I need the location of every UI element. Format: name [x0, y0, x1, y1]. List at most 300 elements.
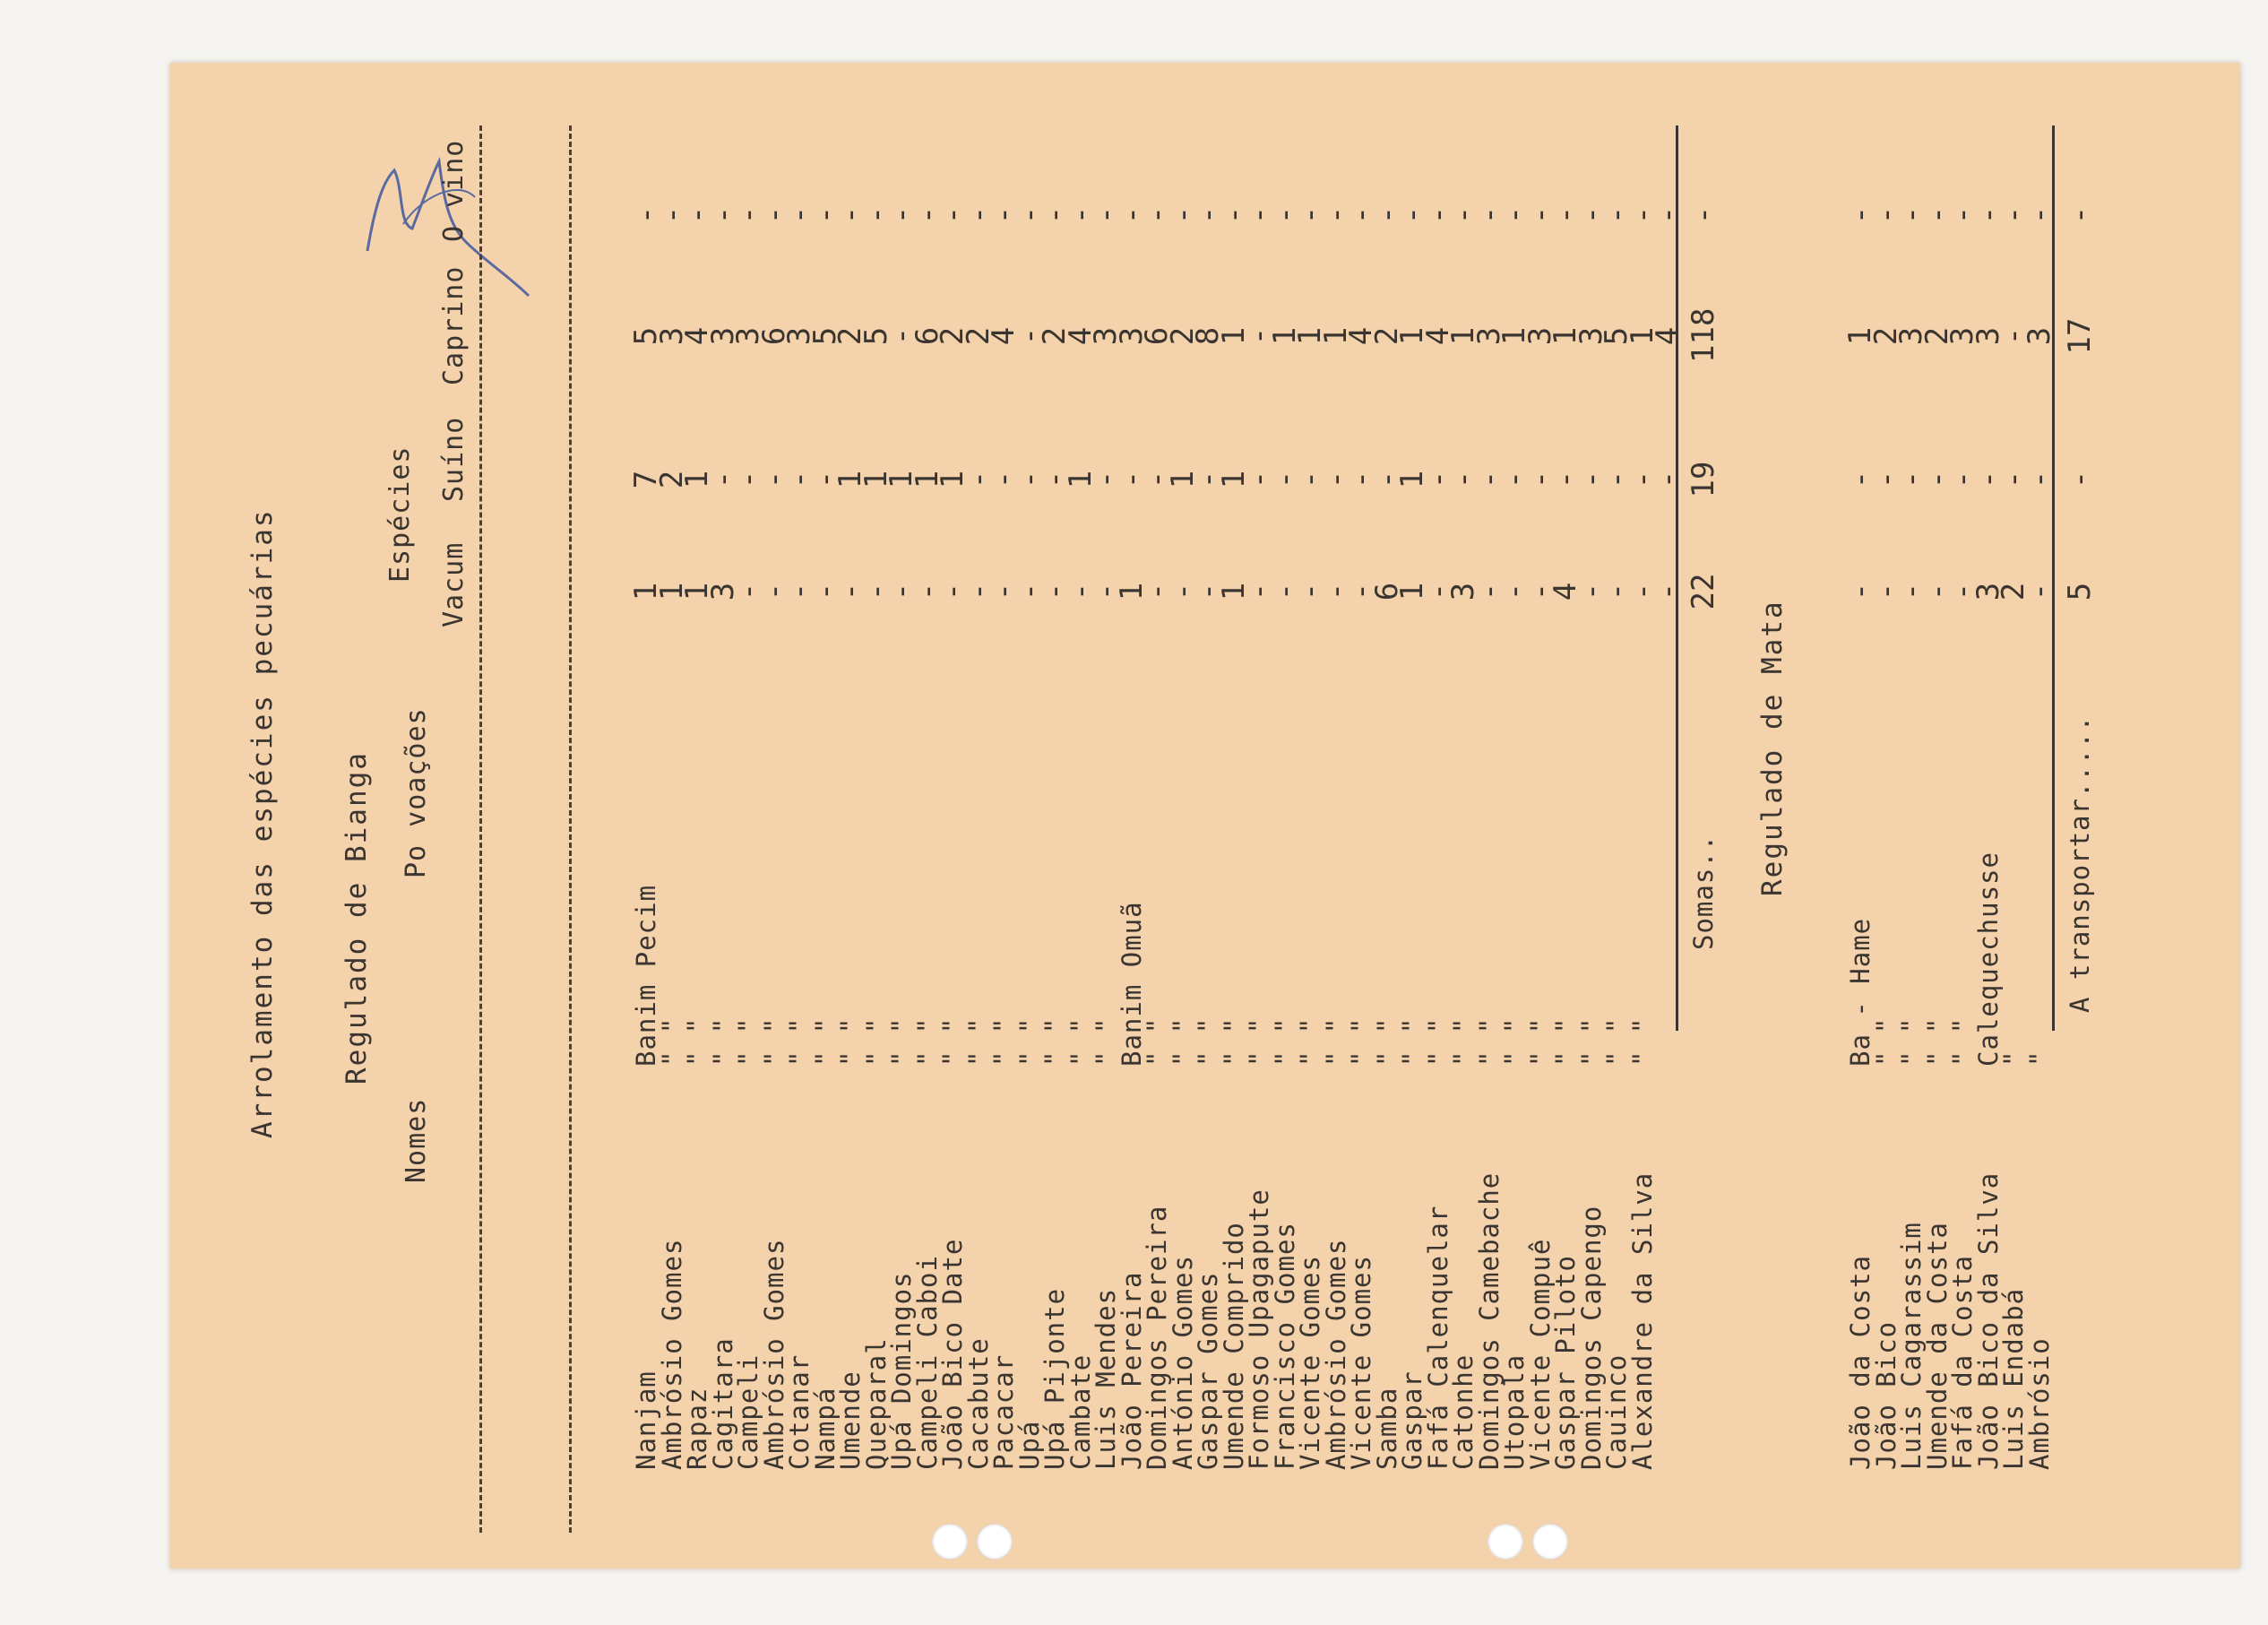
row-name: Domingos Camebache — [1473, 1171, 1505, 1470]
row-caprino: - — [1241, 326, 1277, 346]
row-name: Campeli — [733, 1353, 763, 1470]
row-caprino: 3 — [730, 326, 766, 346]
header-ovino: O vino — [438, 139, 470, 242]
row-caprino: 6 — [909, 326, 945, 346]
row-suino: - — [1113, 470, 1150, 489]
row-povoacao: " " — [1039, 1016, 1070, 1067]
row-vacum: - — [730, 582, 766, 601]
row-povoacao: " " — [1091, 1016, 1121, 1067]
row-caprino: 1 — [1266, 326, 1303, 346]
row-caprino: 1 — [1624, 326, 1660, 346]
row-suino: - — [986, 470, 1022, 489]
row-ovino: - — [1842, 205, 1878, 225]
row-suino: - — [1945, 470, 1980, 489]
row-ovino: - — [909, 205, 945, 225]
row-vacum: - — [1650, 582, 1686, 601]
row-ovino: - — [1190, 205, 1226, 225]
row-suino: - — [1496, 470, 1532, 489]
row-name: Domingos Capengo — [1575, 1205, 1607, 1470]
row-caprino: 4 — [1650, 326, 1686, 346]
row-caprino: 6 — [1139, 326, 1175, 346]
row-name: Upá Domingos — [886, 1271, 917, 1470]
row-ovino: - — [1037, 205, 1073, 225]
row-vacum: 4 — [1548, 582, 1583, 601]
row-povoacao: " " — [1601, 1016, 1632, 1067]
row-suino: 2 — [653, 470, 690, 489]
row-vacum: - — [2021, 582, 2057, 601]
row-name: João Bico Date — [937, 1238, 968, 1470]
row-vacum: - — [1241, 582, 1277, 601]
row-vacum: - — [1266, 582, 1303, 601]
row-vacum: 1 — [653, 582, 690, 601]
row-suino: - — [1573, 470, 1609, 489]
row-suino: 1 — [858, 470, 894, 489]
row-povoacao: " " — [1371, 1016, 1402, 1067]
row-vacum: 1 — [1394, 582, 1430, 601]
row-suino: - — [2021, 470, 2057, 489]
row-ovino: - — [832, 205, 868, 225]
row-suino: - — [1190, 470, 1226, 489]
row-vacum: 1 — [679, 582, 715, 601]
row-caprino: 1 — [1292, 326, 1328, 346]
row-ovino: - — [1867, 205, 1904, 225]
row-vacum: - — [1522, 582, 1558, 601]
row-povoacao: " " — [911, 1016, 943, 1067]
row-ovino: - — [1548, 205, 1583, 225]
row-vacum: - — [1011, 582, 1048, 601]
row-vacum: 2 — [1996, 582, 2031, 601]
row-povoacao: " " — [1870, 1016, 1901, 1067]
row-caprino: 4 — [1419, 326, 1456, 346]
row-suino: - — [1088, 470, 1124, 489]
row-povoacao: " " — [835, 1016, 866, 1067]
row-name: João Bico da Silva — [1972, 1171, 2004, 1470]
row-vacum: - — [1867, 582, 1904, 601]
row-vacum: - — [1624, 582, 1660, 601]
row-name: Pacacar — [988, 1353, 1019, 1470]
row-ovino: - — [1368, 205, 1405, 225]
row-vacum: 3 — [1445, 582, 1481, 601]
row-povoacao: " " — [1473, 1016, 1505, 1067]
row-suino: 1 — [832, 470, 868, 489]
row-vacum: - — [1893, 582, 1929, 601]
header-suino: Suíno — [438, 416, 470, 502]
row-vacum: - — [1343, 582, 1379, 601]
document-page — [170, 63, 2240, 1569]
row-name: Luis Cagarassim — [1896, 1222, 1927, 1470]
row-ovino: - — [1573, 205, 1609, 225]
row-caprino: 1 — [1394, 326, 1430, 346]
row-ovino: - — [1893, 205, 1929, 225]
row-ovino: - — [730, 205, 766, 225]
row-vacum: - — [1139, 582, 1175, 601]
row-vacum: 3 — [704, 582, 741, 601]
row-suino: - — [1624, 470, 1660, 489]
row-suino: - — [1522, 470, 1558, 489]
row-name: Upá — [1013, 1420, 1045, 1470]
row-povoacao: " " — [809, 1016, 841, 1067]
row-ovino: - — [1343, 205, 1379, 225]
row-caprino: 3 — [781, 326, 817, 346]
row-ovino: - — [1919, 205, 1955, 225]
row-ovino: - — [1139, 205, 1175, 225]
row-suino: - — [1919, 470, 1955, 489]
row-caprino: - — [1011, 326, 1048, 346]
section2-title: Regulado de Mata — [1756, 600, 1789, 896]
row-povoacao: " " — [1397, 1016, 1427, 1067]
row-caprino: 5 — [858, 326, 894, 346]
row-povoacao: " " — [733, 1016, 763, 1067]
row-suino: - — [1241, 470, 1277, 489]
row-povoacao: " " — [1167, 1016, 1198, 1067]
rotated-document-content — [170, 99, 2240, 1569]
row-povoacao: " — [1998, 1050, 2029, 1067]
row-ovino: - — [960, 205, 996, 225]
row-name: Vicente Gomes — [1346, 1255, 1376, 1470]
transport-suino: - — [2062, 470, 2098, 489]
somas-vacum: 22 — [1686, 573, 1721, 610]
row-ovino: - — [1062, 205, 1099, 225]
row-caprino: 1 — [1548, 326, 1583, 346]
row-povoacao: Banim Omuã — [1116, 901, 1147, 1067]
row-ovino: - — [1945, 205, 1980, 225]
row-vacum: - — [1573, 582, 1609, 601]
row-suino: - — [1445, 470, 1481, 489]
row-name: Cotanar — [784, 1353, 815, 1470]
row-name: Fafá Calenquelar — [1422, 1205, 1453, 1470]
row-suino: 1 — [884, 470, 919, 489]
row-name: Ambrósio Gomes — [656, 1238, 687, 1470]
row-suino: - — [806, 470, 843, 489]
row-name: Gaspar Piloto — [1550, 1255, 1581, 1470]
transport-vacum: 5 — [2062, 582, 2098, 601]
row-vacum: - — [1599, 582, 1634, 601]
transport-caprino: 17 — [2062, 317, 2098, 355]
row-povoacao: " — [2023, 1050, 2055, 1067]
row-povoacao: " " — [1065, 1016, 1096, 1067]
row-caprino: 3 — [1573, 326, 1609, 346]
row-povoacao: " " — [988, 1016, 1019, 1067]
row-suino: - — [1970, 470, 2006, 489]
row-vacum: - — [1062, 582, 1099, 601]
row-vacum: - — [1842, 582, 1878, 601]
row-suino: - — [1292, 470, 1328, 489]
row-povoacao: " " — [1448, 1016, 1479, 1067]
row-vacum: - — [755, 582, 792, 601]
row-suino: - — [960, 470, 996, 489]
row-vacum: - — [1496, 582, 1532, 601]
row-suino: 7 — [628, 470, 664, 489]
row-povoacao: " " — [1550, 1016, 1581, 1067]
row-caprino: 2 — [1867, 326, 1904, 346]
row-name: Nanjam — [631, 1370, 661, 1470]
row-caprino: 5 — [806, 326, 843, 346]
row-name: Ambrósio Gomes — [1320, 1238, 1351, 1470]
row-povoacao: " " — [1320, 1016, 1351, 1067]
row-povoacao: " " — [1524, 1016, 1556, 1067]
row-povoacao: " " — [937, 1016, 968, 1067]
row-name: Queparal — [860, 1337, 892, 1470]
row-suino: - — [755, 470, 792, 489]
row-vacum: - — [1419, 582, 1456, 601]
row-povoacao: " " — [707, 1016, 738, 1067]
somas-caprino: 118 — [1686, 307, 1721, 363]
header-especies: Espécies — [384, 445, 416, 583]
document-subtitle: Regulado de Bianga — [341, 751, 373, 1085]
row-name: Francisco Gomes — [1269, 1222, 1300, 1470]
row-suino: - — [1139, 470, 1175, 489]
row-vacum: - — [858, 582, 894, 601]
row-suino: - — [1266, 470, 1303, 489]
row-name: António Gomes — [1167, 1255, 1198, 1470]
row-povoacao: " " — [1626, 1016, 1658, 1067]
row-ovino: - — [1113, 205, 1150, 225]
row-name: Fafá da Costa — [1947, 1255, 1978, 1470]
row-caprino: 3 — [1945, 326, 1980, 346]
row-suino: - — [1419, 470, 1456, 489]
header-vacum: Vacum — [438, 541, 470, 627]
row-name: Luis Mendes — [1091, 1287, 1121, 1470]
row-ovino: - — [1266, 205, 1303, 225]
row-povoacao: " " — [886, 1016, 917, 1067]
header-nomes: Nomes — [401, 1097, 432, 1183]
row-suino: 1 — [1215, 470, 1252, 489]
row-name: Upá Pijonte — [1039, 1287, 1070, 1470]
row-ovino: - — [806, 205, 843, 225]
row-suino: 1 — [935, 470, 970, 489]
row-name: Cacabute — [962, 1337, 994, 1470]
row-name: Luis Endabá — [1998, 1287, 2029, 1470]
row-povoacao: " " — [1422, 1016, 1453, 1067]
row-caprino: 3 — [1113, 326, 1150, 346]
row-ovino: - — [1215, 205, 1252, 225]
row-ovino: - — [755, 205, 792, 225]
row-ovino: - — [1470, 205, 1507, 225]
transport-label: A transportar..... — [2065, 714, 2095, 1013]
row-vacum: - — [909, 582, 945, 601]
row-vacum: - — [1164, 582, 1201, 601]
row-caprino: 1 — [1215, 326, 1252, 346]
row-name: Cauinco — [1601, 1353, 1632, 1470]
row-name: Vicente Compuê — [1524, 1238, 1556, 1470]
row-caprino: 2 — [1037, 326, 1073, 346]
row-caprino: 3 — [653, 326, 690, 346]
row-suino: - — [781, 470, 817, 489]
row-povoacao: " " — [784, 1016, 815, 1067]
row-vacum: - — [1945, 582, 1980, 601]
row-caprino: 2 — [935, 326, 970, 346]
row-caprino: 5 — [628, 326, 664, 346]
row-ovino: - — [1011, 205, 1048, 225]
row-caprino: 2 — [1919, 326, 1955, 346]
row-caprino: 6 — [755, 326, 792, 346]
row-suino: - — [1599, 470, 1634, 489]
row-povoacao: " " — [1142, 1016, 1172, 1067]
row-suino: - — [1893, 470, 1929, 489]
transport-ovino: - — [2062, 205, 2098, 225]
row-caprino: 3 — [1893, 326, 1929, 346]
row-suino: - — [704, 470, 741, 489]
row-vacum: - — [935, 582, 970, 601]
row-caprino: 8 — [1190, 326, 1226, 346]
row-name: Cagitara — [707, 1337, 738, 1470]
row-name: Cambate — [1065, 1353, 1096, 1470]
row-ovino: - — [1419, 205, 1456, 225]
row-vacum: - — [1088, 582, 1124, 601]
row-povoacao: " " — [1575, 1016, 1607, 1067]
row-suino: 1 — [1062, 470, 1099, 489]
row-povoacao: Banim Pecim — [631, 884, 661, 1067]
row-caprino: 4 — [679, 326, 715, 346]
somas-suino: 19 — [1686, 461, 1721, 498]
row-suino: - — [1011, 470, 1048, 489]
row-ovino: - — [935, 205, 970, 225]
row-caprino: - — [1996, 326, 2031, 346]
row-caprino: 2 — [832, 326, 868, 346]
row-name: Rapaz — [682, 1387, 712, 1470]
row-vacum: 1 — [1215, 582, 1252, 601]
row-povoacao: " " — [758, 1016, 789, 1067]
row-caprino: - — [884, 326, 919, 346]
row-povoacao: " " — [1921, 1016, 1953, 1067]
row-suino: 1 — [1164, 470, 1201, 489]
header-caprino: Caprino — [438, 265, 470, 385]
row-ovino: - — [1088, 205, 1124, 225]
row-ovino: - — [679, 205, 715, 225]
row-suino: - — [1842, 470, 1878, 489]
row-name: Utopala — [1499, 1353, 1530, 1470]
row-ovino: - — [781, 205, 817, 225]
row-name: Domingos Pereira — [1142, 1205, 1172, 1470]
row-povoacao: " " — [1244, 1016, 1274, 1067]
row-name: Umende Comprido — [1218, 1222, 1249, 1470]
row-name: Nampá — [809, 1387, 841, 1470]
row-ovino: - — [1164, 205, 1201, 225]
row-ovino: - — [653, 205, 690, 225]
row-ovino: - — [1317, 205, 1354, 225]
row-ovino: - — [1394, 205, 1430, 225]
row-suino: - — [1037, 470, 1073, 489]
header-rule-top — [479, 125, 482, 1533]
row-name: Vicente Gomes — [1295, 1255, 1325, 1470]
row-name: Ambrósio — [2023, 1337, 2055, 1470]
row-caprino: 3 — [2021, 326, 2057, 346]
row-caprino: 3 — [704, 326, 741, 346]
row-suino: - — [1650, 470, 1686, 489]
row-suino: 1 — [909, 470, 945, 489]
row-caprino: 2 — [1164, 326, 1201, 346]
row-povoacao: " " — [656, 1016, 687, 1067]
row-name: Umende — [835, 1370, 866, 1470]
row-ovino: - — [1241, 205, 1277, 225]
row-ovino: - — [704, 205, 741, 225]
row-name: Samba — [1371, 1387, 1402, 1470]
row-suino: - — [1368, 470, 1405, 489]
row-povoacao: " " — [1193, 1016, 1223, 1067]
row-suino: - — [1317, 470, 1354, 489]
row-povoacao: " " — [1947, 1016, 1978, 1067]
row-povoacao: Calequechusse — [1972, 851, 2004, 1067]
row-name: João Bico — [1870, 1320, 1901, 1470]
row-caprino: 1 — [1317, 326, 1354, 346]
row-vacum: 1 — [1113, 582, 1150, 601]
row-name: Ambrósio Gomes — [758, 1238, 789, 1470]
row-vacum: - — [781, 582, 817, 601]
row-vacum: - — [960, 582, 996, 601]
somas-ovino: - — [1686, 205, 1721, 225]
row-caprino: 1 — [1842, 326, 1878, 346]
row-suino: - — [1470, 470, 1507, 489]
row-name: Umende da Costa — [1921, 1222, 1953, 1470]
row-suino: - — [730, 470, 766, 489]
row-caprino: 1 — [1445, 326, 1481, 346]
transport-rule — [2052, 125, 2055, 1031]
row-caprino: 3 — [1088, 326, 1124, 346]
row-caprino: 3 — [1522, 326, 1558, 346]
row-povoacao: " " — [1013, 1016, 1045, 1067]
row-ovino: - — [1996, 205, 2031, 225]
row-caprino: 3 — [1470, 326, 1507, 346]
row-ovino: - — [1522, 205, 1558, 225]
row-ovino: - — [986, 205, 1022, 225]
row-ovino: - — [1445, 205, 1481, 225]
row-vacum: - — [1190, 582, 1226, 601]
row-name: João Pereira — [1116, 1271, 1147, 1470]
row-povoacao: " " — [1499, 1016, 1530, 1067]
row-ovino: - — [1496, 205, 1532, 225]
row-suino: - — [1343, 470, 1379, 489]
row-povoacao: " " — [1896, 1016, 1927, 1067]
row-name: Gaspar Gomes — [1193, 1271, 1223, 1470]
row-vacum: - — [1292, 582, 1328, 601]
document-title: Arrolamento das espécies pecuárias — [246, 508, 279, 1138]
header-povoacoes: Po voações — [401, 707, 432, 878]
row-vacum: - — [1317, 582, 1354, 601]
row-caprino: 2 — [1368, 326, 1405, 346]
row-caprino: 5 — [1599, 326, 1634, 346]
row-povoacao: " " — [682, 1016, 712, 1067]
header-rule-bottom — [569, 125, 572, 1533]
row-ovino: - — [628, 205, 664, 225]
row-ovino: - — [1599, 205, 1634, 225]
row-ovino: - — [884, 205, 919, 225]
row-ovino: - — [1650, 205, 1686, 225]
row-name: Alexandre da Silva — [1626, 1171, 1658, 1470]
row-name: Campeli Caboi — [911, 1255, 943, 1470]
row-name: João da Costa — [1845, 1255, 1876, 1470]
row-name: Catonhe — [1448, 1353, 1479, 1470]
row-ovino: - — [858, 205, 894, 225]
row-povoacao: " " — [860, 1016, 892, 1067]
row-vacum: - — [1919, 582, 1955, 601]
row-caprino: 4 — [1062, 326, 1099, 346]
row-povoacao: " " — [962, 1016, 994, 1067]
row-name: Gaspar — [1397, 1370, 1427, 1470]
row-vacum: - — [806, 582, 843, 601]
row-caprino: 2 — [960, 326, 996, 346]
row-caprino: 1 — [1496, 326, 1532, 346]
row-caprino: 3 — [1970, 326, 2006, 346]
row-vacum: - — [986, 582, 1022, 601]
sum-rule — [1676, 125, 1678, 1031]
row-vacum: 1 — [628, 582, 664, 601]
row-vacum: 6 — [1368, 582, 1405, 601]
somas-label: Somas.. — [1688, 834, 1719, 950]
row-suino: - — [1996, 470, 2031, 489]
row-ovino: - — [1292, 205, 1328, 225]
row-vacum: 3 — [1970, 582, 2006, 601]
row-povoacao: " " — [1269, 1016, 1300, 1067]
